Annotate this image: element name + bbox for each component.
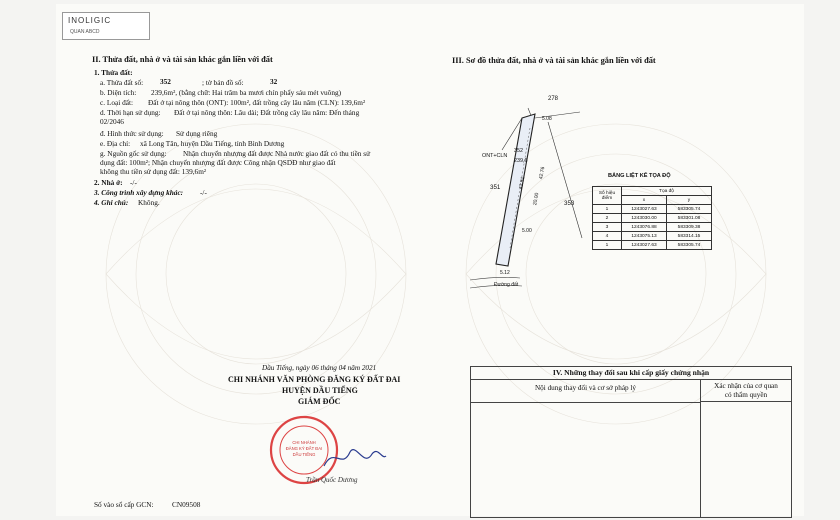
- parcel-label: a. Thửa đất số:: [100, 78, 144, 87]
- org-line-2: HUYỆN DẦU TIẾNG: [282, 386, 358, 395]
- term-value-2: 02/2046: [100, 117, 124, 126]
- parcel-diagram: [460, 88, 600, 308]
- coord-table: [592, 186, 712, 250]
- land-type-label: c. Loại đất:: [100, 98, 134, 107]
- use-form-label: đ. Hình thức sử dụng:: [100, 129, 164, 138]
- map-sheet-label: ; tờ bản đồ số:: [202, 78, 244, 87]
- origin-line-2: dụng đất: 100m²; Nhận chuyển nhượng đất được Công nhận QSDĐ như giao đất: [100, 158, 336, 167]
- section4-box: [470, 366, 792, 518]
- coord-head-coord: Tọa độ: [622, 187, 712, 196]
- signer-title: GIÁM ĐỐC: [298, 397, 341, 406]
- svg-text:CHI NHÁNH: CHI NHÁNH: [292, 440, 316, 445]
- neighbor-351: 351: [490, 184, 501, 191]
- construction-label: 3. Công trình xây dựng khác:: [94, 188, 184, 197]
- parcel-polygon: [496, 114, 535, 266]
- land-label: 1. Thửa đất:: [94, 68, 133, 77]
- label-area-2396: 239,6: [514, 158, 528, 164]
- house-label: 2. Nhà ở:: [94, 178, 123, 187]
- register-number: CN09508: [172, 500, 201, 509]
- map-sheet-number: 32: [270, 77, 278, 86]
- section4-col-confirm-line2: có thẩm quyền: [724, 391, 768, 399]
- use-form-value: Sử dụng riêng: [176, 129, 218, 138]
- land-type-value: Đất ở tại nông thôn (ONT): 100m², đất trồng cây lâu năm (CLN): 139,6m²: [148, 98, 366, 107]
- register-label: Số vào sổ cấp GCN:: [94, 500, 154, 509]
- road-label: Đường đất: [494, 282, 519, 288]
- term-label: d. Thời hạn sử dụng:: [100, 108, 161, 117]
- table-row: 2 1243030.00 583301.08: [593, 214, 712, 223]
- org-line-1: CHI NHÁNH VĂN PHÒNG ĐĂNG KÝ ĐẤT ĐAI: [228, 375, 401, 384]
- address-value: xã Long Tân, huyện Dầu Tiếng, tỉnh Bình Dương: [140, 139, 285, 148]
- svg-text:DẦU TIẾNG: DẦU TIẾNG: [292, 452, 316, 457]
- dim-508: 5.08: [542, 116, 552, 122]
- table-row: 4 1243075.13 583314.15: [593, 232, 712, 241]
- label-ont-cln: ONT+CLN: [482, 153, 508, 159]
- section4-title: IV. Những thay đổi sau khi cấp giấy chứng nhận: [471, 367, 791, 380]
- table-row: 1 1243027.63 583305.74: [593, 205, 712, 214]
- note-label: 4. Ghi chú:: [94, 198, 129, 207]
- area-label: b. Diện tích:: [100, 88, 137, 97]
- section4-col-content: Nội dung thay đổi và cơ sở pháp lý: [471, 380, 701, 403]
- svg-text:ĐĂNG KÝ ĐẤT ĐAI: ĐĂNG KÝ ĐẤT ĐAI: [285, 446, 323, 451]
- section4-divider: [700, 402, 701, 517]
- coord-head-x: x: [622, 196, 667, 205]
- neighbor-353: 353: [564, 200, 575, 207]
- section4-col-confirm: [701, 380, 791, 402]
- dim-4276: 42.76: [538, 166, 547, 180]
- coord-head-point: Số hiệu điểm: [593, 187, 622, 205]
- dim-500: 5.00: [522, 228, 532, 234]
- dim-4251: 42.51: [518, 176, 527, 190]
- dim-2000: 20.00: [532, 192, 541, 206]
- coord-table-title: BẢNG LIỆT KÊ TỌA ĐỘ: [608, 173, 671, 179]
- construction-value: -/-: [200, 188, 207, 197]
- term-value-1: Đất ở tại nông thôn: Lâu dài; Đất trồng cây lâu năm: Đến tháng: [174, 108, 360, 117]
- dim-512: 5.12: [500, 270, 510, 276]
- table-row: 3 1243076.88 583309.38: [593, 223, 712, 232]
- parcel-number: 352: [160, 77, 171, 86]
- origin-line-3: không thu tiền sử dụng đất: 139,6m²: [100, 167, 207, 176]
- handwritten-signature: [320, 440, 390, 476]
- header-logo: INOLIGIC QUAN ABCD: [60, 8, 150, 42]
- signer-name: Trần Quốc Dương: [306, 476, 358, 484]
- coord-head-y: y: [667, 196, 712, 205]
- section2-title: II. Thửa đất, nhà ở và tài sản khác gắn liền với đất: [92, 55, 273, 64]
- area-value: 239,6m², (bằng chữ: Hai trăm ba mươi chín phẩy sáu mét vuông): [151, 88, 342, 97]
- address-label: e. Địa chỉ:: [100, 139, 131, 148]
- table-row: 1 1243027.63 583305.74: [593, 241, 712, 250]
- origin-label: g. Nguồn gốc sử dụng:: [100, 149, 167, 158]
- neighbor-278: 278: [548, 96, 559, 102]
- origin-line-1: Nhận chuyển nhượng đất được Nhà nước giao đất có thu tiền sử: [183, 149, 371, 158]
- house-value: -/-: [130, 178, 137, 187]
- note-value: Không.: [138, 198, 160, 207]
- date-line: Dầu Tiếng, ngày 06 tháng 04 năm 2021: [262, 364, 377, 372]
- section3-title: III. Sơ đồ thửa đất, nhà ở và tài sản khác gắn liền với đất: [452, 56, 656, 65]
- section4-col-confirm-line1: Xác nhận của cơ quan: [714, 382, 778, 390]
- label-parcel-352: 352: [514, 148, 523, 154]
